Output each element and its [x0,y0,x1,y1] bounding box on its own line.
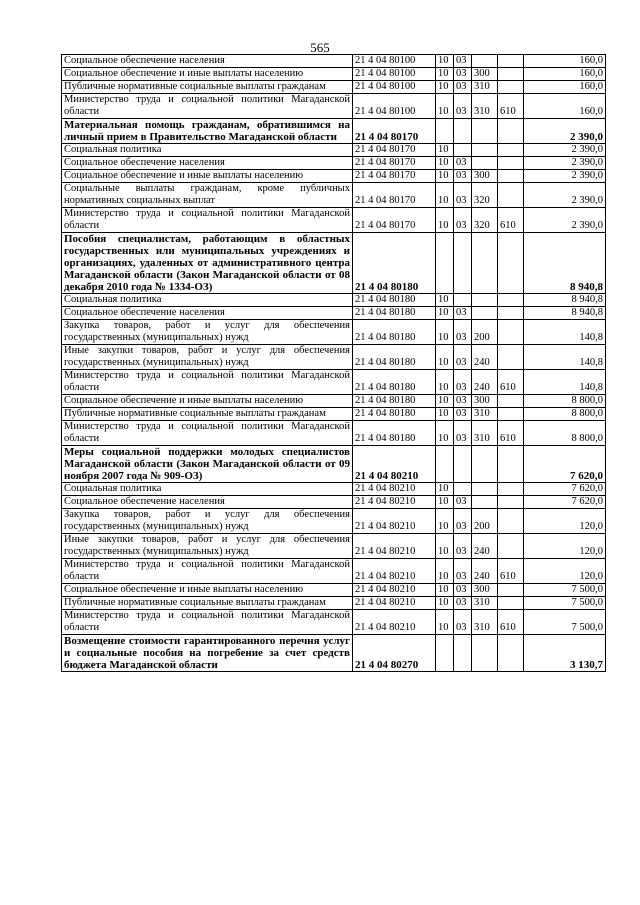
row-ministry-code-cell [498,81,524,94]
row-section-cell: 10 [436,496,454,509]
row-name-cell: Социальное обеспечение населения [62,307,353,320]
table-row [62,208,606,233]
row-subsection-cell: 03 [454,81,472,94]
row-ministry-code-cell [498,509,524,534]
table-row [62,307,606,320]
row-name-cell: Иные закупки товаров, работ и услуг для обеспечения государственных (муниципальных) нужд [62,534,353,559]
row-code-cell: 21 4 04 80180 [353,345,436,370]
table-row [62,446,606,483]
row-subsection-cell: 03 [454,496,472,509]
row-name-cell: Социальное обеспечение и иные выплаты населению [62,68,353,81]
row-section-cell: 10 [436,307,454,320]
row-expense-type-cell: 200 [472,320,498,345]
row-name-cell: Социальное обеспечение населения [62,496,353,509]
row-amount-cell: 8 800,0 [524,421,606,446]
row-name-cell: Министерство труда и социальной политики Магаданской области [62,610,353,635]
table-row [62,635,606,672]
row-subsection-cell: 03 [454,170,472,183]
row-expense-type-cell: 310 [472,94,498,119]
row-section-cell: 10 [436,559,454,584]
row-name-cell: Социальные выплаты гражданам, кроме публичных нормативных социальных выплат [62,183,353,208]
row-code-cell: 21 4 04 80210 [353,534,436,559]
row-code-cell: 21 4 04 80100 [353,94,436,119]
table-row [62,233,606,294]
row-code-cell: 21 4 04 80100 [353,68,436,81]
row-section-cell: 10 [436,183,454,208]
row-expense-type-cell [472,119,498,144]
table-row [62,68,606,81]
row-section-cell: 10 [436,170,454,183]
row-subsection-cell: 03 [454,421,472,446]
row-amount-cell: 120,0 [524,534,606,559]
row-ministry-code-cell [498,320,524,345]
row-section-cell: 10 [436,208,454,233]
row-ministry-code-cell [498,395,524,408]
row-name-cell: Материальная помощь гражданам, обратившимся на личный прием в Правительство Магаданской области [62,119,353,144]
row-expense-type-cell [472,294,498,307]
row-ministry-code-cell [498,408,524,421]
row-section-cell: 10 [436,421,454,446]
row-amount-cell: 7 620,0 [524,483,606,496]
row-amount-cell: 7 620,0 [524,446,606,483]
row-amount-cell: 8 800,0 [524,408,606,421]
row-subsection-cell: 03 [454,307,472,320]
row-code-cell: 21 4 04 80180 [353,233,436,294]
row-subsection-cell: 03 [454,509,472,534]
row-expense-type-cell [472,483,498,496]
row-subsection-cell: 03 [454,370,472,395]
row-expense-type-cell: 240 [472,559,498,584]
row-code-cell: 21 4 04 80170 [353,183,436,208]
row-amount-cell: 120,0 [524,559,606,584]
row-code-cell: 21 4 04 80210 [353,446,436,483]
row-ministry-code-cell [498,294,524,307]
row-code-cell: 21 4 04 80170 [353,144,436,157]
table-row [62,610,606,635]
row-amount-cell: 2 390,0 [524,170,606,183]
row-section-cell [436,635,454,672]
row-amount-cell: 140,8 [524,320,606,345]
row-ministry-code-cell: 610 [498,370,524,395]
row-ministry-code-cell [498,446,524,483]
row-ministry-code-cell [498,119,524,144]
row-name-cell: Социальное обеспечение и иные выплаты населению [62,170,353,183]
row-expense-type-cell [472,55,498,68]
row-ministry-code-cell [498,170,524,183]
row-amount-cell: 160,0 [524,81,606,94]
budget-table [61,54,606,672]
row-ministry-code-cell: 610 [498,208,524,233]
row-section-cell: 10 [436,81,454,94]
table-row [62,320,606,345]
row-subsection-cell: 03 [454,94,472,119]
row-ministry-code-cell [498,68,524,81]
row-expense-type-cell [472,157,498,170]
row-amount-cell: 8 800,0 [524,395,606,408]
row-subsection-cell [454,233,472,294]
row-name-cell: Социальное обеспечение населения [62,55,353,68]
row-subsection-cell [454,144,472,157]
row-subsection-cell [454,294,472,307]
row-subsection-cell: 03 [454,320,472,345]
row-ministry-code-cell [498,597,524,610]
table-row [62,94,606,119]
row-subsection-cell: 03 [454,157,472,170]
row-name-cell: Меры социальной поддержки молодых специалистов Магаданской области (Закон Магаданской области от 09 ноября 2007 года № 909-ОЗ) [62,446,353,483]
row-section-cell [436,446,454,483]
row-name-cell: Социальное обеспечение и иные выплаты населению [62,395,353,408]
row-code-cell: 21 4 04 80170 [353,208,436,233]
row-name-cell: Социальная политика [62,483,353,496]
row-amount-cell: 2 390,0 [524,183,606,208]
row-expense-type-cell [472,144,498,157]
row-ministry-code-cell [498,635,524,672]
row-subsection-cell: 03 [454,408,472,421]
row-code-cell: 21 4 04 80210 [353,610,436,635]
table-row [62,119,606,144]
row-ministry-code-cell [498,307,524,320]
row-section-cell [436,119,454,144]
row-name-cell: Публичные нормативные социальные выплаты гражданам [62,408,353,421]
row-amount-cell: 7 500,0 [524,610,606,635]
row-amount-cell: 3 130,7 [524,635,606,672]
row-code-cell: 21 4 04 80180 [353,320,436,345]
row-amount-cell: 2 390,0 [524,119,606,144]
row-section-cell: 10 [436,610,454,635]
table-row [62,345,606,370]
row-code-cell: 21 4 04 80170 [353,170,436,183]
row-amount-cell: 120,0 [524,509,606,534]
row-code-cell: 21 4 04 80210 [353,509,436,534]
row-amount-cell: 7 500,0 [524,597,606,610]
row-expense-type-cell: 320 [472,208,498,233]
row-expense-type-cell: 240 [472,345,498,370]
row-name-cell: Социальное обеспечение населения [62,157,353,170]
row-section-cell [436,233,454,294]
table-row [62,144,606,157]
row-amount-cell: 2 390,0 [524,208,606,233]
row-section-cell: 10 [436,320,454,345]
row-expense-type-cell: 310 [472,81,498,94]
row-name-cell: Социальная политика [62,144,353,157]
row-subsection-cell: 03 [454,395,472,408]
row-ministry-code-cell [498,144,524,157]
row-subsection-cell: 03 [454,584,472,597]
table-row [62,370,606,395]
row-ministry-code-cell [498,496,524,509]
row-section-cell: 10 [436,534,454,559]
row-name-cell: Публичные нормативные социальные выплаты гражданам [62,597,353,610]
row-subsection-cell: 03 [454,534,472,559]
row-amount-cell: 7 620,0 [524,496,606,509]
row-section-cell: 10 [436,509,454,534]
row-name-cell: Социальная политика [62,294,353,307]
table-row [62,408,606,421]
row-section-cell: 10 [436,584,454,597]
row-ministry-code-cell [498,534,524,559]
row-name-cell: Закупка товаров, работ и услуг для обеспечения государственных (муниципальных) нужд [62,320,353,345]
row-expense-type-cell [472,233,498,294]
row-subsection-cell: 03 [454,345,472,370]
row-section-cell: 10 [436,345,454,370]
row-amount-cell: 160,0 [524,68,606,81]
table-row [62,421,606,446]
row-subsection-cell [454,119,472,144]
row-section-cell: 10 [436,157,454,170]
row-code-cell: 21 4 04 80170 [353,119,436,144]
row-name-cell: Пособия специалистам, работающим в областных государственных или муниципальных учреждениях и организациях, удаленных от административного центра Магаданской области (Закон Магаданской области от 08 декабря 2010 года № 1334-ОЗ) [62,233,353,294]
row-subsection-cell: 03 [454,208,472,233]
row-name-cell: Министерство труда и социальной политики Магаданской области [62,370,353,395]
row-code-cell: 21 4 04 80100 [353,81,436,94]
row-ministry-code-cell [498,183,524,208]
row-name-cell: Министерство труда и социальной политики Магаданской области [62,208,353,233]
row-subsection-cell [454,446,472,483]
row-expense-type-cell: 310 [472,597,498,610]
row-section-cell: 10 [436,597,454,610]
table-row [62,496,606,509]
row-ministry-code-cell: 610 [498,421,524,446]
row-ministry-code-cell [498,483,524,496]
row-amount-cell: 140,8 [524,370,606,395]
row-expense-type-cell: 240 [472,370,498,395]
row-expense-type-cell: 300 [472,395,498,408]
table-row [62,584,606,597]
table-row [62,81,606,94]
row-amount-cell: 8 940,8 [524,307,606,320]
row-expense-type-cell [472,307,498,320]
row-subsection-cell: 03 [454,559,472,584]
row-code-cell: 21 4 04 80180 [353,294,436,307]
row-subsection-cell [454,483,472,496]
row-ministry-code-cell: 610 [498,94,524,119]
row-amount-cell: 160,0 [524,55,606,68]
row-code-cell: 21 4 04 80180 [353,421,436,446]
row-name-cell: Министерство труда и социальной политики Магаданской области [62,94,353,119]
row-ministry-code-cell: 610 [498,559,524,584]
table-row [62,597,606,610]
row-amount-cell: 2 390,0 [524,144,606,157]
table-row [62,55,606,68]
row-code-cell: 21 4 04 80210 [353,584,436,597]
row-name-cell: Министерство труда и социальной политики Магаданской области [62,421,353,446]
row-expense-type-cell: 310 [472,421,498,446]
row-name-cell: Иные закупки товаров, работ и услуг для обеспечения государственных (муниципальных) нужд [62,345,353,370]
row-ministry-code-cell [498,345,524,370]
row-amount-cell: 8 940,8 [524,233,606,294]
row-expense-type-cell: 310 [472,610,498,635]
row-code-cell: 21 4 04 80210 [353,597,436,610]
table-row [62,157,606,170]
row-name-cell: Министерство труда и социальной политики Магаданской области [62,559,353,584]
table-row [62,534,606,559]
row-subsection-cell [454,635,472,672]
row-subsection-cell: 03 [454,610,472,635]
row-code-cell: 21 4 04 80170 [353,157,436,170]
row-section-cell: 10 [436,94,454,119]
row-code-cell: 21 4 04 80210 [353,559,436,584]
table-row [62,509,606,534]
table-row [62,294,606,307]
table-row [62,559,606,584]
row-ministry-code-cell [498,55,524,68]
table-row [62,183,606,208]
row-code-cell: 21 4 04 80210 [353,496,436,509]
table-row [62,395,606,408]
row-expense-type-cell [472,496,498,509]
row-section-cell: 10 [436,144,454,157]
row-subsection-cell: 03 [454,183,472,208]
table-row [62,483,606,496]
row-name-cell: Закупка товаров, работ и услуг для обеспечения государственных (муниципальных) нужд [62,509,353,534]
row-section-cell: 10 [436,395,454,408]
row-section-cell: 10 [436,408,454,421]
row-name-cell: Возмещение стоимости гарантированного перечня услуг и социальные пособия на погребение за счет средств бюджета Магаданской области [62,635,353,672]
row-code-cell: 21 4 04 80100 [353,55,436,68]
row-amount-cell: 8 940,8 [524,294,606,307]
row-code-cell: 21 4 04 80180 [353,307,436,320]
row-code-cell: 21 4 04 80180 [353,408,436,421]
row-ministry-code-cell: 610 [498,610,524,635]
row-amount-cell: 160,0 [524,94,606,119]
row-amount-cell: 140,8 [524,345,606,370]
row-code-cell: 21 4 04 80180 [353,370,436,395]
row-expense-type-cell: 300 [472,68,498,81]
row-ministry-code-cell [498,233,524,294]
table-row [62,170,606,183]
row-code-cell: 21 4 04 80210 [353,483,436,496]
row-expense-type-cell [472,635,498,672]
row-code-cell: 21 4 04 80270 [353,635,436,672]
row-subsection-cell: 03 [454,68,472,81]
row-subsection-cell: 03 [454,597,472,610]
row-expense-type-cell: 310 [472,408,498,421]
row-ministry-code-cell [498,584,524,597]
row-expense-type-cell: 300 [472,584,498,597]
row-expense-type-cell: 200 [472,509,498,534]
row-amount-cell: 2 390,0 [524,157,606,170]
row-amount-cell: 7 500,0 [524,584,606,597]
row-expense-type-cell [472,446,498,483]
row-name-cell: Публичные нормативные социальные выплаты гражданам [62,81,353,94]
row-expense-type-cell: 320 [472,183,498,208]
row-subsection-cell: 03 [454,55,472,68]
row-expense-type-cell: 300 [472,170,498,183]
row-code-cell: 21 4 04 80180 [353,395,436,408]
row-section-cell: 10 [436,370,454,395]
row-section-cell: 10 [436,55,454,68]
row-section-cell: 10 [436,483,454,496]
row-expense-type-cell: 240 [472,534,498,559]
row-section-cell: 10 [436,68,454,81]
row-name-cell: Социальное обеспечение и иные выплаты населению [62,584,353,597]
row-section-cell: 10 [436,294,454,307]
page-number: 565 [310,40,330,55]
row-ministry-code-cell [498,157,524,170]
